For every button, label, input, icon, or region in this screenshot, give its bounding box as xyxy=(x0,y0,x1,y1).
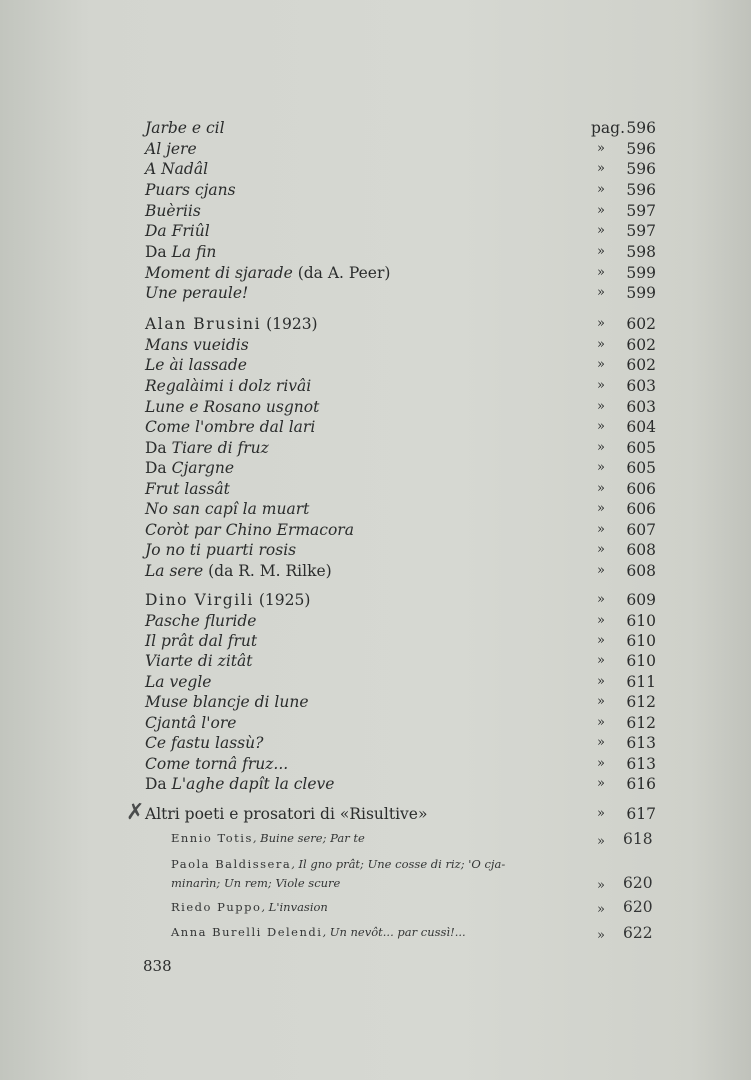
page-number: 620 xyxy=(623,874,653,892)
author-years: (1923) xyxy=(261,315,318,333)
ditto-mark: » xyxy=(597,440,605,455)
author-years: (1925) xyxy=(253,591,311,609)
toc-entry xyxy=(145,397,656,417)
ditto-mark: » xyxy=(597,203,605,218)
entry-title: Jarbe e cil xyxy=(145,119,225,137)
ditto-mark: » xyxy=(597,244,605,259)
ditto-mark: » xyxy=(597,694,605,709)
toc-entry xyxy=(145,631,656,651)
entry-title: Al jere xyxy=(145,140,197,158)
entry-title: Regalàimi i dolz rivâi xyxy=(145,377,312,395)
page-number: 599 xyxy=(626,284,656,302)
entry-title: Moment di sjarade xyxy=(145,264,293,282)
page-number: 612 xyxy=(626,693,656,711)
entry-prefix: Da xyxy=(145,775,172,793)
entry-title: Il prât dal frut xyxy=(145,632,258,650)
author-name: Alan Brusini xyxy=(145,315,262,333)
page-number: 613 xyxy=(626,755,656,773)
ditto-mark: » xyxy=(597,182,605,197)
page-number: 596 xyxy=(626,181,656,199)
ditto-mark: » xyxy=(597,735,605,750)
entry-title: Une peraule! xyxy=(145,284,249,302)
entry-title: Cjargne xyxy=(171,459,235,477)
page-number: 616 xyxy=(626,775,656,793)
ditto-mark: » xyxy=(597,522,605,537)
entry-title: Coròt par Chino Ermacora xyxy=(145,521,354,539)
page-number: 604 xyxy=(626,418,656,436)
ditto-mark: » xyxy=(597,481,605,496)
author-name: Dino Virgili xyxy=(145,591,254,609)
page-number: 605 xyxy=(626,439,656,457)
sub-author: Anna Burelli Delendi xyxy=(171,925,323,939)
ditto-mark: » xyxy=(597,563,605,578)
entry-title: Da Friûl xyxy=(145,222,210,240)
entry-title: Ce fastu lassù? xyxy=(145,734,264,752)
page-number: 596 xyxy=(626,119,656,137)
page-number: 597 xyxy=(626,202,656,220)
entry-title: Jo no ti puarti rosis xyxy=(145,541,297,559)
sub-works: , Un nevôt... par cussì!... xyxy=(322,925,466,939)
page-number: 603 xyxy=(626,377,656,395)
toc-entry xyxy=(145,417,656,437)
entry-title: Pasche fluride xyxy=(145,612,257,630)
ditto-mark: » xyxy=(597,460,605,475)
toc-entry xyxy=(145,479,656,499)
pencil-mark: ✗ xyxy=(126,800,145,825)
ditto-mark: » xyxy=(597,501,605,516)
page-number: 611 xyxy=(626,673,656,691)
page-number: 617 xyxy=(626,805,656,823)
page-number: 612 xyxy=(626,714,656,732)
toc-entry xyxy=(145,458,656,478)
ditto-mark: » xyxy=(597,674,605,689)
ditto-mark: » xyxy=(597,834,605,849)
toc-entry xyxy=(145,118,656,138)
entry-title: Mans vueidis xyxy=(145,336,249,354)
sub-works-continued: minarìn; Un rem; Viole scure xyxy=(171,876,341,890)
entry-title: Cjantâ l'ore xyxy=(145,714,237,732)
section-title: Altri poeti e prosatori di «Risultive» xyxy=(145,805,428,823)
sub-works: , L'invasion xyxy=(261,900,328,914)
ditto-mark: » xyxy=(597,878,605,893)
toc-entry xyxy=(145,335,656,355)
ditto-mark: » xyxy=(597,378,605,393)
sub-entry xyxy=(171,855,653,895)
pag-label: pag. xyxy=(590,119,625,137)
sub-entry xyxy=(171,923,653,945)
toc-entry xyxy=(145,611,656,631)
ditto-mark: » xyxy=(597,715,605,730)
page-number: 607 xyxy=(626,521,656,539)
ditto-mark: » xyxy=(597,419,605,434)
page-number: 620 xyxy=(623,898,653,916)
ditto-mark: » xyxy=(597,357,605,372)
page-number: 610 xyxy=(626,652,656,670)
ditto-mark: » xyxy=(597,806,605,821)
ditto-mark: » xyxy=(597,613,605,628)
ditto-mark: » xyxy=(597,542,605,557)
entry-title: Lune e Rosano usgnot xyxy=(145,398,320,416)
page-number: 618 xyxy=(623,830,653,848)
ditto-mark: » xyxy=(597,399,605,414)
toc-entry xyxy=(145,672,656,692)
entry-title: La sere xyxy=(145,562,204,580)
entry-title: La vegle xyxy=(145,673,212,691)
toc-entry xyxy=(145,499,656,519)
ditto-mark: » xyxy=(597,756,605,771)
ditto-mark: » xyxy=(597,633,605,648)
entry-prefix: Da xyxy=(145,439,172,457)
toc-entry xyxy=(145,438,656,458)
sub-author: Ennio Totis xyxy=(171,831,253,845)
ditto-mark: » xyxy=(597,776,605,791)
page-number: 605 xyxy=(626,459,656,477)
toc-entry xyxy=(145,355,656,375)
entry-title: Tiare di fruz xyxy=(171,439,269,457)
page-number: 609 xyxy=(626,591,656,609)
page-number: 598 xyxy=(626,243,656,261)
toc-entry xyxy=(145,733,656,753)
author-heading xyxy=(145,314,656,334)
page-number: 610 xyxy=(626,632,656,650)
page-number: 606 xyxy=(626,500,656,518)
page-number: 596 xyxy=(626,160,656,178)
ditto-mark: » xyxy=(597,653,605,668)
page-number: 613 xyxy=(626,734,656,752)
entry-title: L'aghe dapît la cleve xyxy=(171,775,335,793)
entry-title: Le ài lassade xyxy=(145,356,247,374)
sub-entry xyxy=(171,829,653,851)
entry-title: No san capî la muart xyxy=(145,500,310,518)
toc-entry xyxy=(145,201,656,221)
entry-title: Come tornâ fruz... xyxy=(145,755,289,773)
sub-author: Riedo Puppo xyxy=(171,900,262,914)
toc-entry xyxy=(145,540,656,560)
entry-title: La fin xyxy=(171,243,217,261)
page-folio: 838 xyxy=(143,957,172,975)
sub-entry xyxy=(171,898,653,920)
ditto-mark: » xyxy=(597,161,605,176)
ditto-mark: » xyxy=(597,337,605,352)
toc-entry xyxy=(145,692,656,712)
page-number: 599 xyxy=(626,264,656,282)
page-number: 608 xyxy=(626,562,656,580)
ditto-mark: » xyxy=(597,902,605,917)
toc-entry xyxy=(145,651,656,671)
entry-prefix: Da xyxy=(145,243,172,261)
author-heading xyxy=(145,590,656,610)
sub-works: , Buine sere; Par te xyxy=(252,831,365,845)
toc-entry xyxy=(145,139,656,159)
page-number: 622 xyxy=(623,924,653,942)
entry-source: (da A. Peer) xyxy=(292,264,391,282)
page-number: 610 xyxy=(626,612,656,630)
entry-title: Puars cjans xyxy=(145,181,236,199)
entry-title: A Nadâl xyxy=(145,160,209,178)
entry-title: Come l'ombre dal lari xyxy=(145,418,316,436)
page-number: 608 xyxy=(626,541,656,559)
entry-title: Viarte di zitât xyxy=(145,652,253,670)
entry-prefix: Da xyxy=(145,459,172,477)
ditto-mark: » xyxy=(597,223,605,238)
toc-entry xyxy=(145,713,656,733)
toc-entry xyxy=(145,520,656,540)
toc-entry xyxy=(145,376,656,396)
entry-title: Buèriis xyxy=(145,202,201,220)
page-number: 602 xyxy=(626,356,656,374)
entry-source: (da R. M. Rilke) xyxy=(203,562,332,580)
ditto-mark: » xyxy=(597,285,605,300)
toc-entry xyxy=(145,754,656,774)
toc-entry xyxy=(145,242,656,262)
page-number: 602 xyxy=(626,315,656,333)
page-number: 596 xyxy=(626,140,656,158)
page-number: 606 xyxy=(626,480,656,498)
page-number: 602 xyxy=(626,336,656,354)
sub-works: , Il gno prât; Une cosse di riz; 'O cja- xyxy=(291,857,506,871)
ditto-mark: » xyxy=(597,265,605,280)
entry-title: Frut lassât xyxy=(145,480,230,498)
ditto-mark: » xyxy=(597,592,605,607)
toc-entry xyxy=(145,263,656,283)
entry-title: Muse blancje di lune xyxy=(145,693,309,711)
ditto-mark: » xyxy=(597,316,605,331)
toc-entry xyxy=(145,180,656,200)
toc-entry xyxy=(145,159,656,179)
toc-entry xyxy=(145,221,656,241)
sub-author: Paola Baldissera xyxy=(171,857,292,871)
toc-entry xyxy=(145,561,656,581)
toc-entry xyxy=(145,283,656,303)
ditto-mark: » xyxy=(597,928,605,943)
toc-entry xyxy=(145,774,656,794)
page-number: 597 xyxy=(626,222,656,240)
ditto-mark: » xyxy=(597,141,605,156)
page-number: 603 xyxy=(626,398,656,416)
toc-section-heading xyxy=(145,804,656,824)
